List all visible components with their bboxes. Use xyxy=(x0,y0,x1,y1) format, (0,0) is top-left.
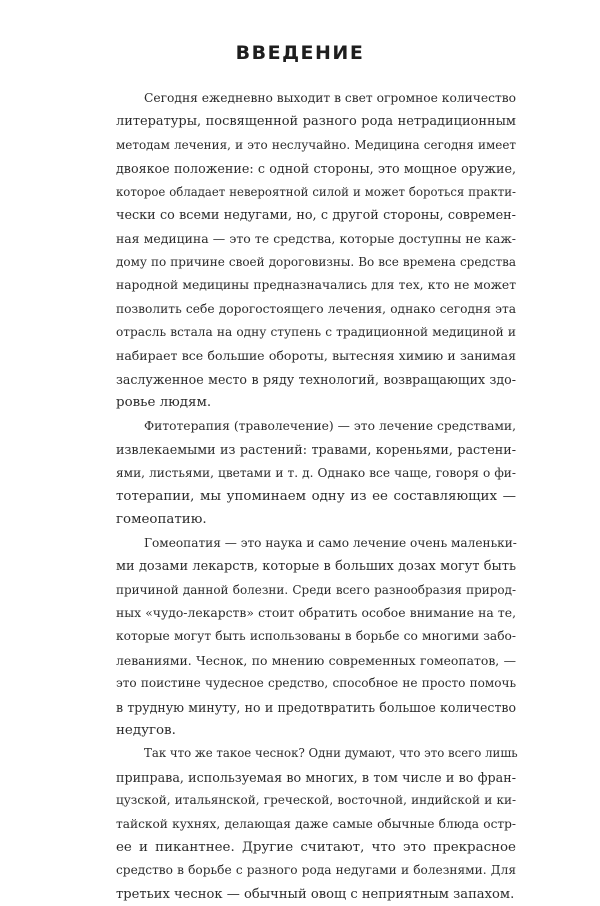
text-line: ями, листьями, цветами и т. д. Однако все чаще, говоря о фи- xyxy=(116,465,516,480)
text-line: третьих чеснок — обычный овощ с неприятным запахом. xyxy=(116,886,515,902)
text-line: в трудную минуту, но и предотвратить большое количество xyxy=(116,699,516,715)
text-line: это поистине чудесное средство, способное не просто помочь xyxy=(116,676,516,691)
text-line: заслуженное место в ряду технологий, возвращающих здо- xyxy=(116,371,516,387)
text-line: тайской кухнях, делающая даже самые обычные блюда остр- xyxy=(116,816,516,831)
text-line: ее и пикантнее. Другие считают, что это прекрасное xyxy=(116,840,516,855)
text-line: Фитотерапия (траволечение) — это лечение средствами, xyxy=(144,418,516,433)
text-line: недугов. xyxy=(116,722,176,738)
text-line: причиной данной болезни. Среди всего разнообразия природ- xyxy=(116,582,516,597)
text-line: двоякое положение: с одной стороны, это мощное оружие, xyxy=(116,161,516,177)
text-line: Сегодня ежедневно выходит в свет огромное количество xyxy=(144,91,517,105)
text-line: ми дозами лекарств, которые в больших дозах могут быть xyxy=(116,559,516,575)
text-line: чески со всеми недугами, но, с другой стороны, современ- xyxy=(116,208,516,224)
text-line: позволить себе дорогостоящего лечения, однако сегодня эта xyxy=(116,301,516,316)
text-line: гомеопатию. xyxy=(116,512,207,528)
text-line: Так что же такое чеснок? Одни думают, что это всего лишь xyxy=(144,746,518,761)
text-line: которые могут быть использованы в борьбе со многими забо- xyxy=(116,629,516,644)
text-line: ная медицина — это те средства, которые доступны не каж- xyxy=(116,231,516,247)
text-line: цузской, итальянской, греческой, восточной, индийской и ки- xyxy=(116,793,516,808)
chapter-title: ВВЕДЕНИЕ xyxy=(235,42,365,64)
paragraph xyxy=(116,532,516,743)
text-line: народной медицины предназначались для тех, кто не может xyxy=(116,278,516,293)
text-line: тотерапии, мы упоминаем одну из ее составляющих — xyxy=(116,488,516,504)
text-line: методам лечения, и это неслучайно. Медицина сегодня имеет xyxy=(116,137,516,152)
text-line: набирает все большие обороты, вытесняя химию и занимая xyxy=(116,348,516,364)
text-line: приправа, используемая во многих, в том числе и во фран- xyxy=(116,769,516,785)
text-line: литературы, посвященной разного рода нетрадиционным xyxy=(116,114,516,130)
body-text xyxy=(116,87,516,906)
text-line: леваниями. Чеснок, по мнению современных гомеопатов, — xyxy=(116,652,516,668)
paragraph xyxy=(116,415,516,532)
paragraph xyxy=(116,87,516,415)
text-line: которое обладает невероятной силой и может бороться практи- xyxy=(116,184,516,199)
text-line: ных «чудо-лекарств» стоит обратить особое внимание на те, xyxy=(116,605,516,620)
text-line: дому по причине своей дороговизны. Во все времена средства xyxy=(116,254,516,269)
text-line: средство в борьбе с разного рода недугами и болезнями. Для xyxy=(116,863,516,878)
text-line: Гомеопатия — это наука и само лечение очень маленьки- xyxy=(144,535,517,550)
text-line: извлекаемыми из растений: травами, кореньями, растени- xyxy=(116,442,516,458)
text-line: отрасль встала на одну ступень с традиционной медициной и xyxy=(116,325,516,340)
text-line: ровье людям. xyxy=(116,395,212,411)
paragraph xyxy=(116,742,516,906)
